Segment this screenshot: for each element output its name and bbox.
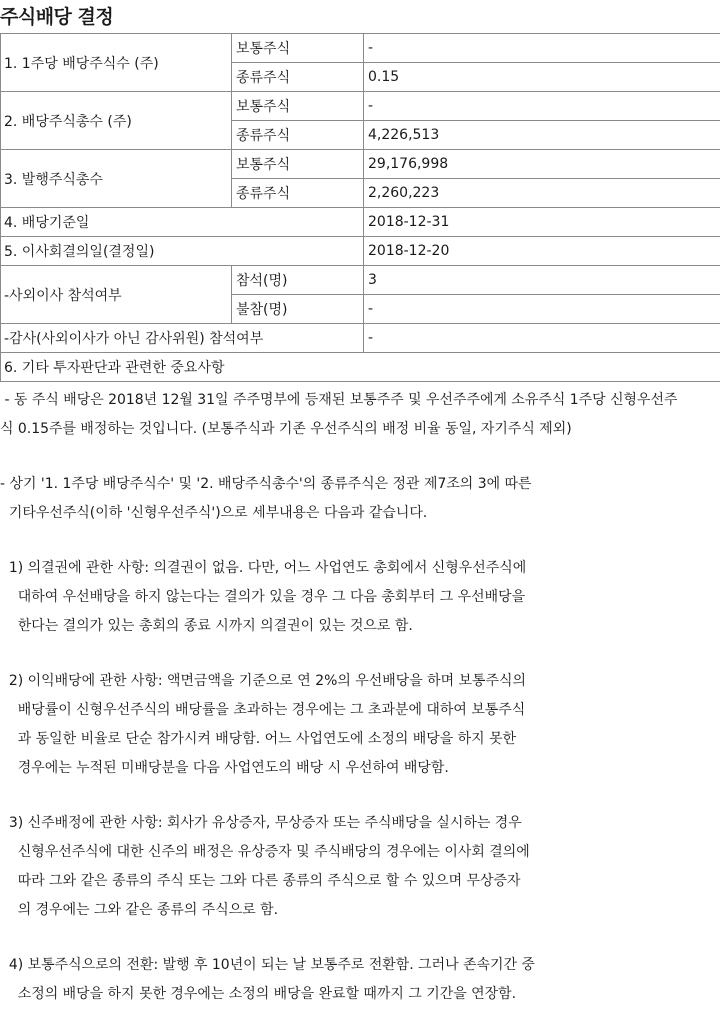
per-share-label: 1. 1주당 배당주식수 (주): [1, 34, 232, 92]
table-row: [1, 150, 720, 179]
dividend-table: [0, 33, 720, 382]
note-paragraph: 2) 이익배당에 관한 사항: 액면금액을 기준으로 연 2%의 우선배당을 하며 보통주식의 배당률이 신형우선주식의 배당률을 초과하는 경우에는 그 초과분에 대하여 보통주식 과 동일한 비율로 단순 참가시켜 배당함. 어느 사업연도에 소정의 배당을 하지 못한 경우에는 누적된 미배당분을 다음 사업연도의 배당 시 우선하여 배당함.: [8, 673, 526, 776]
issued-shares-label: 3. 발행주식총수: [1, 150, 232, 208]
table-row: [1, 237, 720, 266]
table-row: [1, 208, 720, 237]
note-paragraph: - 동 주식 배당은 2018년 12월 31일 주주명부에 등재된 보통주주 및 우선주주에게 소유주식 1주당 신형우선주 식 0.15주를 배정하는 것입니다. (보통주식과 기존 우선주식의 배정 비율 동일, 자기주식 제외): [0, 392, 678, 437]
other-matters-label: 6. 기타 투자판단과 관련한 중요사항: [1, 353, 720, 382]
total-dividend-preferred-value: 4,226,513: [364, 121, 720, 150]
auditor-value: -: [364, 324, 720, 353]
total-dividend-common-value: -: [364, 92, 720, 121]
outside-director-label: -사외이사 참석여부: [1, 266, 232, 324]
issued-preferred-value: 2,260,223: [364, 179, 720, 208]
preferred-stock-label: 종류주식: [232, 63, 364, 92]
record-date-label: 4. 배당기준일: [1, 208, 364, 237]
preferred-stock-label: 종류주식: [232, 121, 364, 150]
per-share-preferred-value: 0.15: [364, 63, 720, 92]
table-row: [1, 324, 720, 353]
note-paragraph: 3) 신주배정에 관한 사항: 회사가 유상증자, 무상증자 또는 주식배당을 실시하는 경우 신형우선주식에 대한 신주의 배정은 유상증자 및 주식배당의 경우에는 이사회 결의에 따라 그와 같은 종류의 주식 또는 그와 다른 종류의 주식으로 할 수 있으며 무상증자 의 경우에는 그와 같은 종류의 주식으로 함.: [8, 815, 530, 918]
note-paragraph: - 상기 '1. 1주당 배당주식수' 및 '2. 배당주식총수'의 종류주식은 정관 제7조의 3에 따른 기타우선주식(이하 '신형우선주식')으로 세부내용은 다음과 같습니다.: [0, 476, 532, 521]
table-row: [1, 353, 720, 382]
note-paragraph: 1) 의결권에 관한 사항: 의결권이 없음. 다만, 어느 사업연도 총회에서 신형우선주식에 대하여 우선배당을 하지 않는다는 결의가 있을 경우 그 다음 총회부터 그 우선배당을 한다는 결의가 있는 총회의 종료 시까지 의결권이 있는 것으로 함.: [8, 560, 527, 634]
table-row: [1, 34, 720, 63]
note-paragraph: 4) 보통주식으로의 전환: 발행 후 10년이 되는 날 보통주로 전환함. 그러나 존속기간 중 소정의 배당을 하지 못한 경우에는 소정의 배당을 완료할 때까지 그 기간을 연장함.: [8, 957, 535, 1002]
notes-section: [0, 386, 720, 1009]
present-label: 참석(명): [232, 266, 364, 295]
total-dividend-label: 2. 배당주식총수 (주): [1, 92, 232, 150]
page-title: 주식배당 결정: [0, 6, 114, 28]
present-value: 3: [364, 266, 720, 295]
auditor-label: -감사(사외이사가 아닌 감사위원) 참석여부: [1, 324, 364, 353]
absent-label: 불참(명): [232, 295, 364, 324]
common-stock-label: 보통주식: [232, 34, 364, 63]
absent-value: -: [364, 295, 720, 324]
preferred-stock-label: 종류주식: [232, 179, 364, 208]
table-row: [1, 266, 720, 295]
board-date-label: 5. 이사회결의일(결정일): [1, 237, 364, 266]
record-date-value: 2018-12-31: [364, 208, 720, 237]
table-row: [1, 92, 720, 121]
common-stock-label: 보통주식: [232, 150, 364, 179]
common-stock-label: 보통주식: [232, 92, 364, 121]
issued-common-value: 29,176,998: [364, 150, 720, 179]
per-share-common-value: -: [364, 34, 720, 63]
board-date-value: 2018-12-20: [364, 237, 720, 266]
